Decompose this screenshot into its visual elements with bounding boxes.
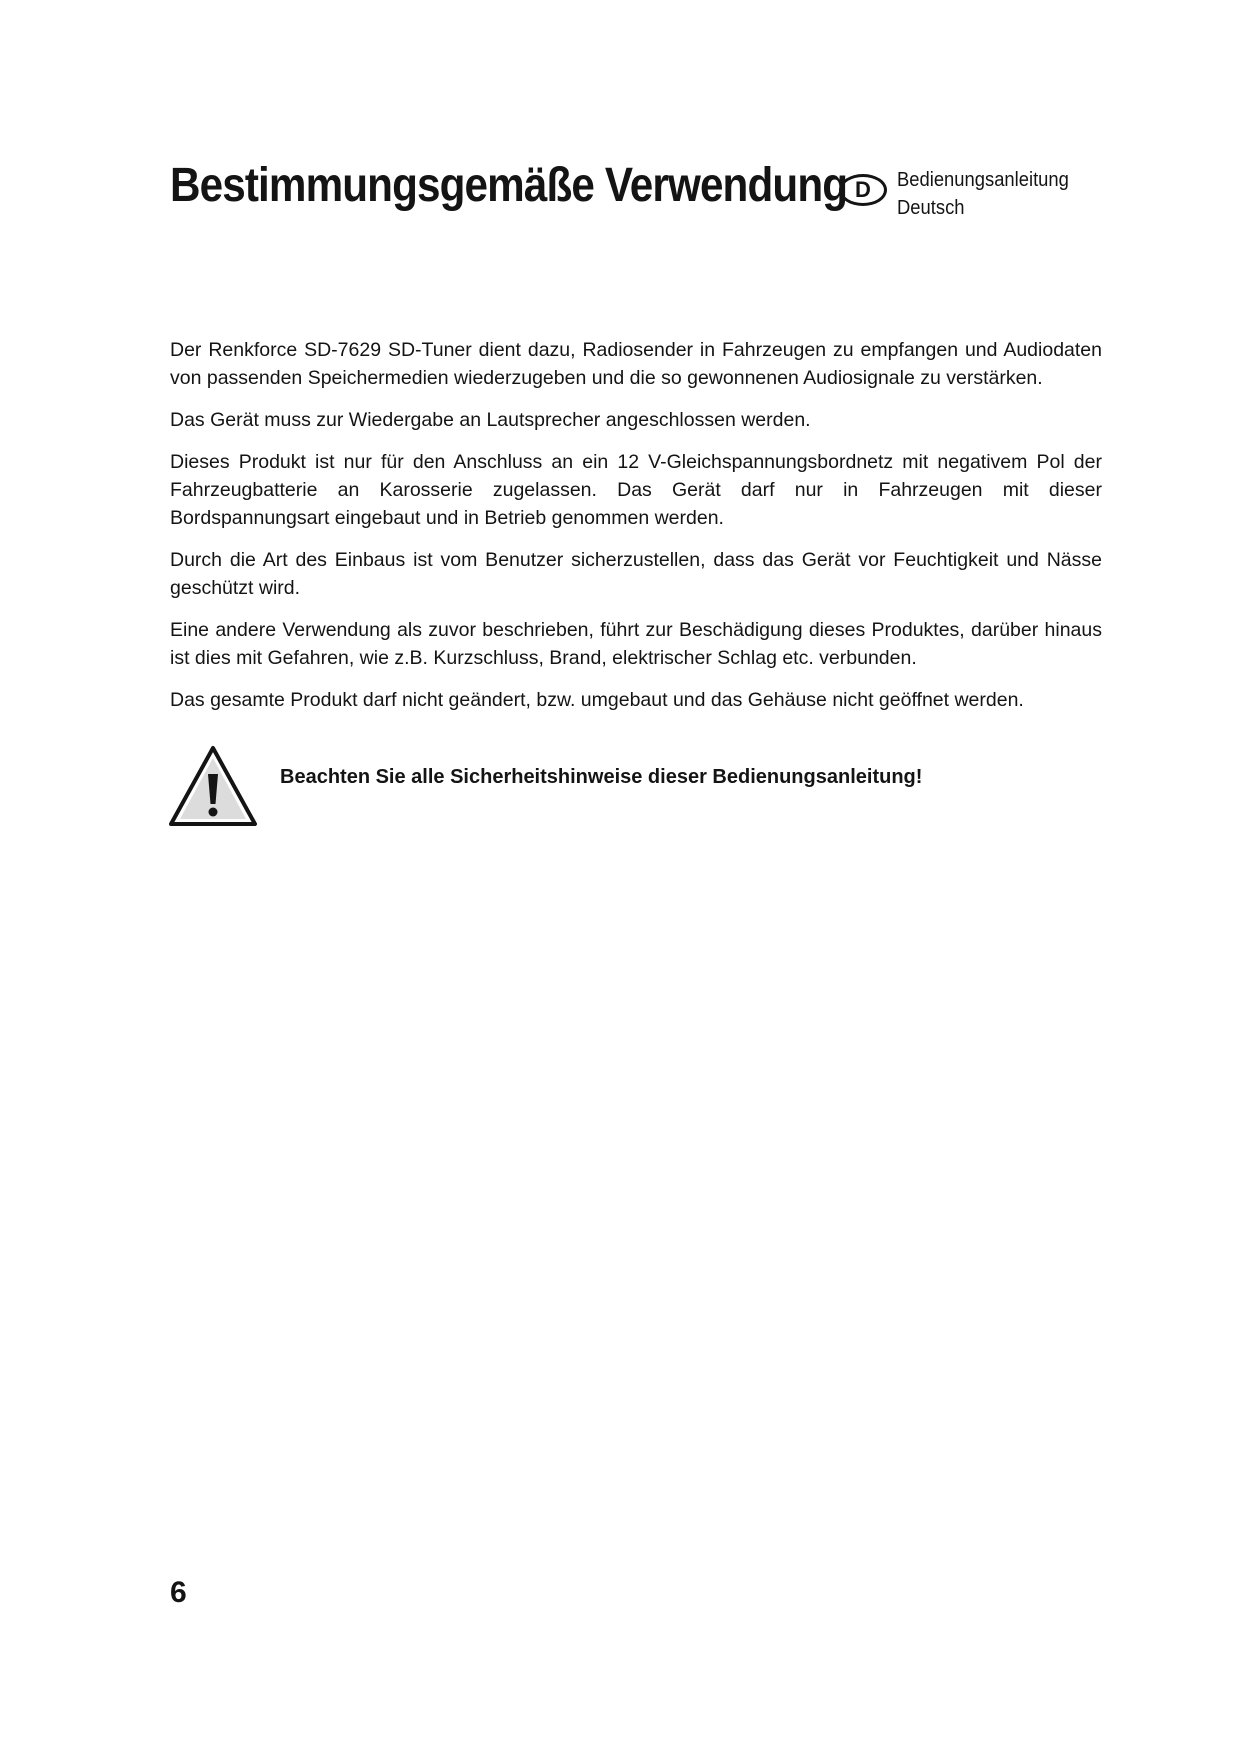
page-title: Bestimmungsgemäße Verwendung xyxy=(170,159,848,212)
document-type: Bedienungsanleitung xyxy=(897,169,1069,191)
paragraph: Das gesamte Produkt darf nicht geändert, bzw. umgebaut und das Gehäuse nicht geöffnet werden. xyxy=(170,689,1024,711)
language-name: Deutsch xyxy=(897,197,965,219)
language-badge: D xyxy=(839,174,887,206)
paragraph: Eine andere Verwendung als zuvor beschrieben, führt zur Beschädigung dieses Produktes, darüber hinaus ist dies mit Gefahren, wie z.B. Kurzschluss, Brand, elektrischer Schlag etc. verbunden. xyxy=(170,619,1102,669)
language-indicator xyxy=(839,166,1084,222)
paragraph: Das Gerät muss zur Wiedergabe an Lautsprecher angeschlossen werden. xyxy=(170,409,811,431)
warning-triangle-icon xyxy=(168,744,258,828)
safety-notice xyxy=(168,744,922,828)
language-label xyxy=(897,166,1069,222)
paragraph: Durch die Art des Einbaus ist vom Benutzer sicherzustellen, dass das Gerät vor Feuchtigkeit und Nässe geschützt wird. xyxy=(170,549,1102,599)
safety-notice-text: Beachten Sie alle Sicherheitshinweise dieser Bedienungsanleitung! xyxy=(280,766,923,788)
page-number: 6 xyxy=(170,1576,187,1609)
body-text xyxy=(170,336,1102,728)
paragraph: Der Renkforce SD-7629 SD-Tuner dient dazu, Radiosender in Fahrzeugen zu empfangen und Audiodaten von passenden Speichermedien wiederzugeben und die so gewonnenen Audiosignale zu verstärken. xyxy=(170,339,1102,389)
paragraph: Dieses Produkt ist nur für den Anschluss an ein 12 V-Gleichspannungsbordnetz mit negativem Pol der Fahrzeugbatterie an Karosserie zugelassen. Das Gerät darf nur in Fahrzeugen mit dieser Bordspannungsart eingebaut und in Betrieb genommen werden. xyxy=(170,451,1102,529)
